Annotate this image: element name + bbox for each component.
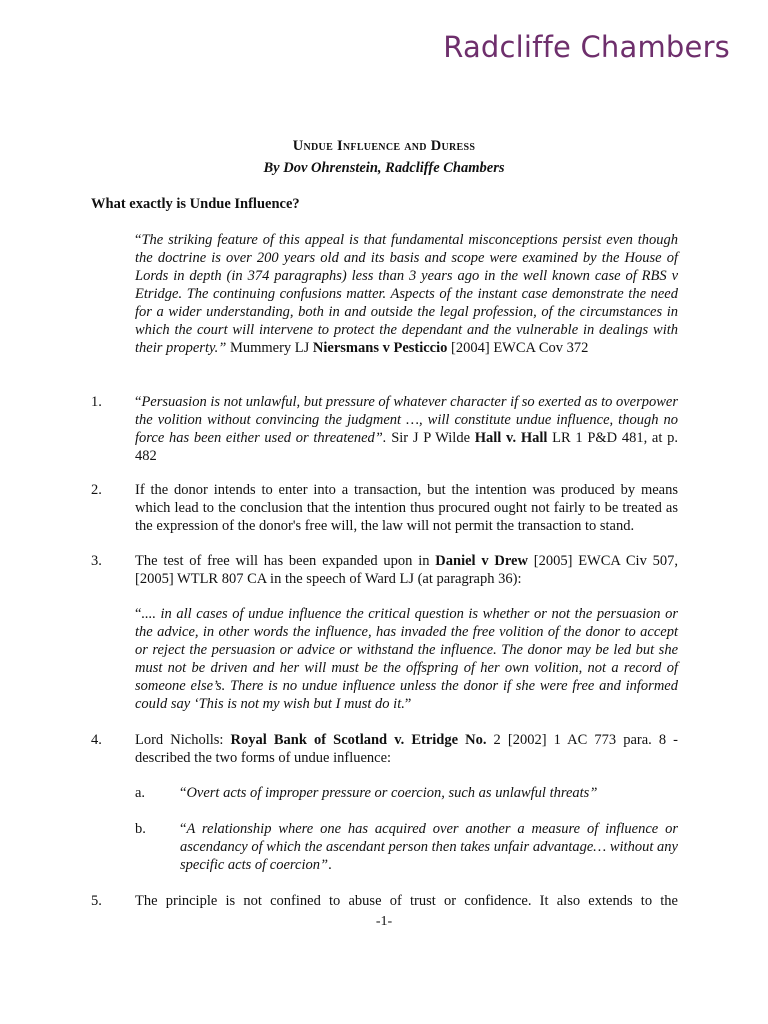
item-number: 2. [91,482,102,498]
item-number: 4. [91,732,102,748]
item-number: 3. [91,553,102,569]
sub-item-letter: b. [135,821,146,837]
intro-quote: “The striking feature of this appeal is that fundamental misconceptions persist even though the doctrine is over 200 years old and its basis and scope were examined by the House of Lords in depth (in 374 paragraphs) less than 3 years ago in the well known case of RBS v Etridge. The continuing confusions matter. Aspects of the instant case demonstrate the need for a wider understanding, both in and outside the legal profession, of the circumstances in which the court will intervene to protect the dependant and the vulnerable in dealings with their property.” Mummery LJ Niersmans v Pesticcio [2004] EWCA Cov 372 [135,232,678,356]
brand-logo-text: Radcliffe Chambers [443,30,730,64]
item-5-text: The principle is not confined to abuse of trust or confidence. It also extends to the [135,893,678,909]
item-3-quote: “.... in all cases of undue influence the critical question is whether or not the persuasion or the advice, in other words the influence, has invaded the free volition of the donor to accept or reject the persuasion or advice or withstand the influence. The donor may be led but she must not be driven and her will must be the offspring of her own volition, not a record of someone else’s. There is no undue influence unless the donor if she were free and informed could say ‘This is not my wish but I must do it.” [135,606,678,712]
item-2-text: If the donor intends to enter into a transaction, but the intention was produced by means which lead to the conclusion that the intention thus procured ought not fairly to be treated as the expression of the donor's free will, the law will not permit the transaction to stand. [135,482,678,534]
item-number: 5. [91,893,102,909]
case-name: Royal Bank of Scotland v. Etridge No. [230,732,487,748]
item-4-text: Lord Nicholls: Royal Bank of Scotland v. Etridge No. 2 [2002] 1 AC 773 para. 8 - described the two forms of undue influence: [135,732,679,766]
case-name: Hall v. Hall [474,430,548,446]
intro-quote-text: The striking feature of this appeal is that fundamental misconceptions persist even though the doctrine is over 200 years old and its basis and scope were examined by the House of Lords in depth (in 374 paragraphs) less than 3 years ago in the well known case of RBS v Etridge. The continuing confusions matter. Aspects of the instant case demonstrate the need for a wider understanding, both in and outside the legal profession, of the circumstances in which the court will intervene to protect the dependant and the vulnerable in dealings with their property. [135,232,678,356]
item-3-text: The test of free will has been expanded upon in Daniel v Drew [2005] EWCA Civ 507, [2005] WTLR 807 CA in the speech of Ward LJ (at paragraph 36): [135,553,678,587]
document-title: Undue Influence and Duress [292,138,476,154]
case-name: Niersmans v Pesticcio [312,340,448,356]
case-name: Daniel v Drew [435,553,528,569]
item-1-text: “Persuasion is not unlawful, but pressure of whatever character if so exerted as to overpower the volition without convincing the judgment …, will constitute undue influence, though no force has been either used or threatened”. Sir J P Wilde Hall v. Hall LR 1 P&D 481, at p. 482 [135,394,679,464]
sub-item-letter: a. [135,785,146,801]
item-number: 1. [91,394,102,410]
sub-item-a-text: “Overt acts of improper pressure or coercion, such as unlawful threats” [180,785,598,801]
section-heading: What exactly is Undue Influence? [91,196,300,212]
page-number: -1- [375,914,393,929]
document-byline: By Dov Ohrenstein, Radcliffe Chambers [263,160,505,176]
sub-item-b-text: “A relationship where one has acquired over another a measure of influence or ascendancy of which the ascendant person then takes unfair advantage… without any specific acts of coercion”. [180,821,678,873]
